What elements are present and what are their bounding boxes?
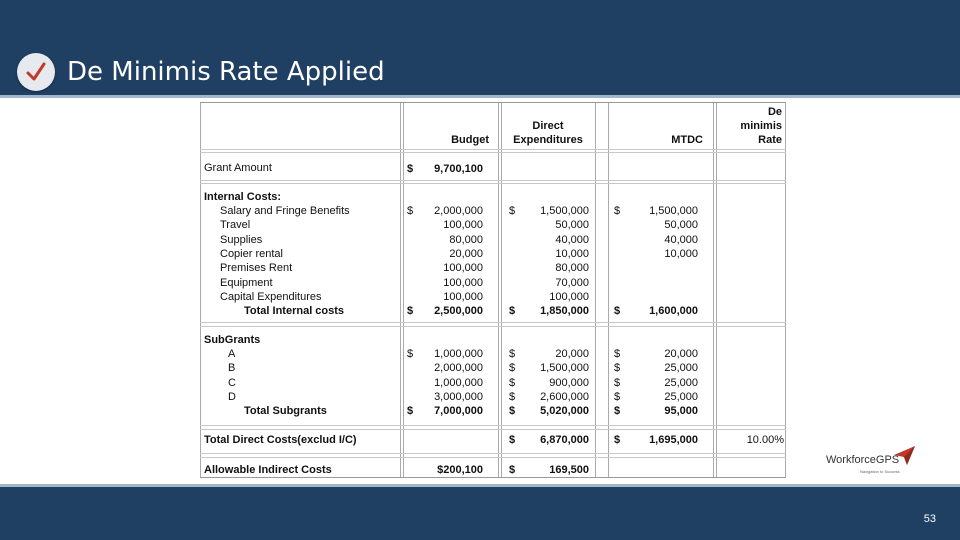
currency-sign: $: [509, 305, 516, 317]
header-direct-1: Direct: [532, 120, 564, 132]
internal-row-budget: 100,000: [443, 290, 483, 303]
paper-plane-logo: [894, 446, 916, 466]
internal-row-budget: 2,000,000: [434, 205, 483, 217]
subgrant-row-label: A: [228, 348, 236, 360]
subgrant-row-direct: 20,000: [555, 348, 589, 360]
subgrant-total-label: Total Subgrants: [244, 405, 327, 417]
internal-total-direct: 1,850,000: [540, 305, 589, 317]
internal-row-budget: 100,000: [443, 276, 483, 289]
direct-total-mtdc: 1,695,000: [649, 434, 698, 446]
currency-sign: $: [509, 362, 516, 375]
internal-total-budget: 2,500,000: [434, 305, 483, 317]
currency-sign: $: [614, 434, 621, 446]
subgrant-row-label: C: [228, 376, 236, 389]
subgrant-row-direct: 2,600,000: [540, 390, 589, 403]
internal-row-direct: 10,000: [555, 247, 589, 260]
currency-sign: $: [614, 362, 621, 375]
internal-row-mtdc: 40,000: [664, 233, 698, 246]
indirect-label: Allowable Indirect Costs: [204, 464, 332, 476]
header-direct-2: Expenditures: [513, 134, 583, 146]
header-divider: [0, 95, 960, 98]
internal-row-budget: 100,000: [443, 262, 483, 275]
slide-title: De Minimis Rate Applied: [67, 57, 385, 87]
subgrant-total-budget: 7,000,000: [434, 405, 483, 417]
budget-table: [200, 102, 786, 478]
slide-footer: [0, 487, 960, 540]
internal-row-direct: 70,000: [555, 276, 589, 289]
subgrant-row-label: B: [228, 362, 236, 375]
workforcegps-logo: [826, 446, 936, 480]
internal-row-mtdc: 50,000: [664, 219, 698, 232]
subgrant-row-mtdc: 25,000: [664, 362, 698, 375]
internal-row-budget: 80,000: [449, 233, 483, 246]
internal-row-label: Capital Expenditures: [220, 290, 322, 303]
internal-row-direct: 80,000: [555, 262, 589, 275]
currency-sign: $: [509, 405, 516, 417]
currency-sign: $: [407, 305, 414, 317]
internal-row-direct: 40,000: [555, 233, 589, 246]
currency-sign: $: [509, 390, 516, 403]
subgrant-row-budget: 3,000,000: [434, 390, 483, 403]
internal-row-label: Salary and Fringe Benefits: [220, 205, 350, 217]
internal-row-label: Copier rental: [220, 247, 283, 260]
internal-row-direct: 50,000: [555, 219, 589, 232]
currency-sign: $: [614, 405, 621, 417]
internal-row-mtdc: 1,500,000: [649, 205, 698, 217]
subgrant-row-label: D: [228, 390, 236, 403]
currency-sign: $: [614, 305, 621, 317]
subgrant-row-mtdc: 25,000: [664, 390, 698, 403]
page-number: 53: [923, 513, 936, 525]
currency-sign: $: [407, 405, 414, 417]
internal-row-budget: 100,000: [443, 219, 483, 232]
currency-sign: $: [509, 464, 516, 476]
subgrant-row-direct: 1,500,000: [540, 362, 589, 375]
indirect-direct: 169,500: [549, 464, 589, 476]
direct-total-label: Total Direct Costs(exclud I/C): [204, 434, 357, 446]
currency-sign: $: [407, 163, 414, 175]
currency-sign: $: [614, 376, 621, 389]
subgrant-row-budget: 2,000,000: [434, 362, 483, 375]
currency-sign: $: [509, 376, 516, 389]
grant-label: Grant Amount: [204, 162, 272, 174]
currency-sign: $: [614, 390, 621, 403]
header-rate-1: De: [767, 106, 782, 118]
header-mtdc: MTDC: [671, 134, 703, 146]
header-rate-2: minimis: [740, 120, 782, 132]
internal-row-direct: 1,500,000: [540, 205, 589, 217]
currency-sign: $: [509, 205, 516, 217]
internal-row-budget: 20,000: [449, 247, 483, 260]
subgrant-total-mtdc: 95,000: [664, 405, 698, 417]
currency-sign: $: [614, 205, 621, 217]
direct-total-rate: 10.00%: [746, 434, 784, 446]
internal-row-direct: 100,000: [549, 290, 589, 303]
subgrant-row-direct: 900,000: [549, 376, 589, 389]
indirect-budget: $200,100: [437, 464, 483, 476]
subgrant-row-budget: 1,000,000: [434, 376, 483, 389]
currency-sign: $: [614, 348, 621, 360]
currency-sign: $: [509, 348, 516, 360]
subgrant-row-mtdc: 25,000: [664, 376, 698, 389]
logo-tagline: Navigation to Success: [860, 469, 900, 474]
grant-budget: 9,700,100: [434, 163, 483, 175]
internal-row-label: Equipment: [220, 276, 273, 289]
currency-sign: $: [509, 434, 516, 446]
check-icon: [17, 53, 55, 91]
subgrant-total-direct: 5,020,000: [540, 405, 589, 417]
header-budget: Budget: [451, 134, 489, 146]
internal-row-label: Travel: [220, 219, 251, 232]
internal-total-label: Total Internal costs: [244, 305, 345, 317]
subgrant-row-budget: 1,000,000: [434, 348, 483, 360]
logo-name: WorkforceGPS: [826, 454, 900, 466]
subgrant-row-mtdc: 20,000: [664, 348, 698, 360]
subgrants-header: SubGrants: [204, 334, 261, 346]
currency-sign: $: [407, 205, 414, 217]
direct-total-direct: 6,870,000: [540, 434, 589, 446]
currency-sign: $: [407, 348, 414, 360]
internal-row-mtdc: 10,000: [664, 247, 698, 260]
header-rate-3: Rate: [758, 134, 782, 146]
internal-total-mtdc: 1,600,000: [649, 305, 698, 317]
internal-header: Internal Costs:: [204, 191, 282, 203]
internal-row-label: Premises Rent: [220, 262, 293, 275]
internal-row-label: Supplies: [220, 233, 263, 246]
